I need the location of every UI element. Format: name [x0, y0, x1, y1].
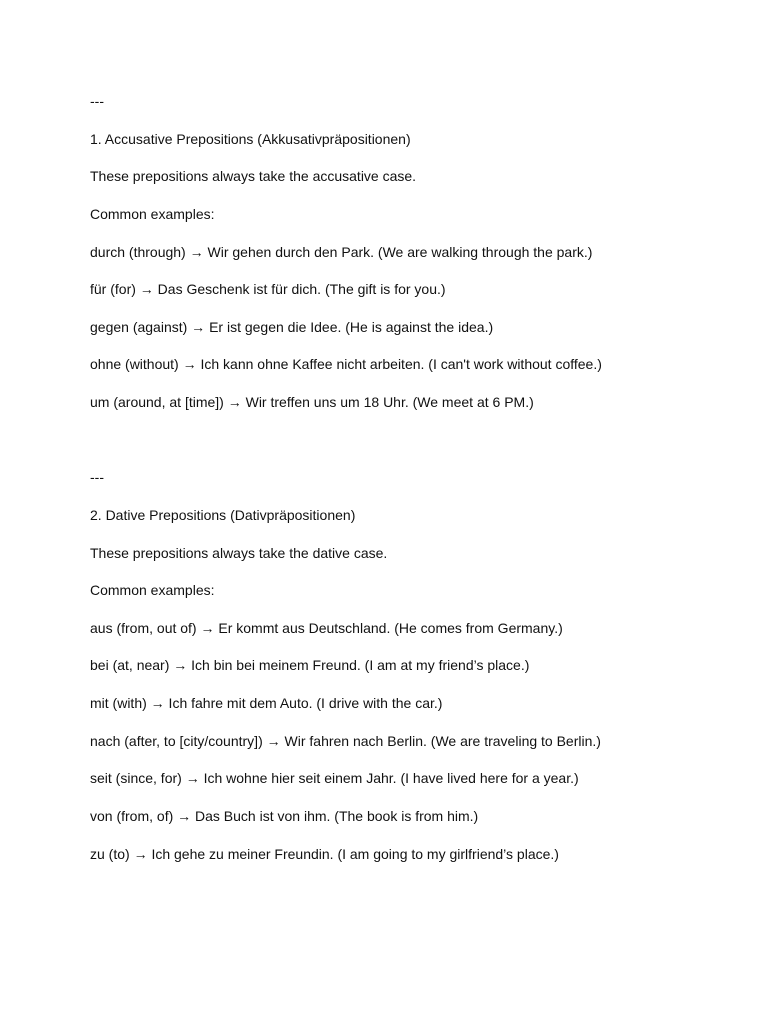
section-heading-dative: 2. Dative Prepositions (Dativpräpositionen) — [90, 507, 356, 523]
example-nach: nach (after, to [city/country]) → Wir fahren nach Berlin. (We are traveling to Berlin.) — [90, 733, 601, 749]
examples-label-accusative: Common examples: — [90, 206, 215, 222]
example-fuer: für (for) → Das Geschenk ist für dich. (The gift is for you.) — [90, 281, 446, 297]
examples-label-dative: Common examples: — [90, 582, 215, 598]
section-description-accusative: These prepositions always take the accusative case. — [90, 168, 417, 184]
example-um: um (around, at [time]) → Wir treffen uns um 18 Uhr. (We meet at 6 PM.) — [90, 394, 534, 410]
example-von: von (from, of) → Das Buch ist von ihm. (The book is from him.) — [90, 808, 479, 824]
section-heading-accusative: 1. Accusative Prepositions (Akkusativpräpositionen) — [90, 131, 411, 147]
example-ohne: ohne (without) → Ich kann ohne Kaffee nicht arbeiten. (I can't work without coffee.) — [90, 356, 602, 372]
example-seit: seit (since, for) → Ich wohne hier seit einem Jahr. (I have lived here for a year.) — [90, 770, 579, 786]
section-description-dative: These prepositions always take the dative case. — [90, 545, 388, 561]
example-mit: mit (with) → Ich fahre mit dem Auto. (I drive with the car.) — [90, 695, 443, 711]
example-durch: durch (through) → Wir gehen durch den Park. (We are walking through the park.) — [90, 244, 593, 260]
example-gegen: gegen (against) → Er ist gegen die Idee. (He is against the idea.) — [90, 319, 494, 335]
example-aus: aus (from, out of) → Er kommt aus Deutschland. (He comes from Germany.) — [90, 620, 563, 636]
example-zu: zu (to) → Ich gehe zu meiner Freundin. (I am going to my girlfriend’s place.) — [90, 846, 559, 862]
example-bei: bei (at, near) → Ich bin bei meinem Freund. (I am at my friend’s place.) — [90, 657, 530, 673]
separator: --- — [90, 469, 104, 485]
separator: --- — [90, 93, 104, 109]
